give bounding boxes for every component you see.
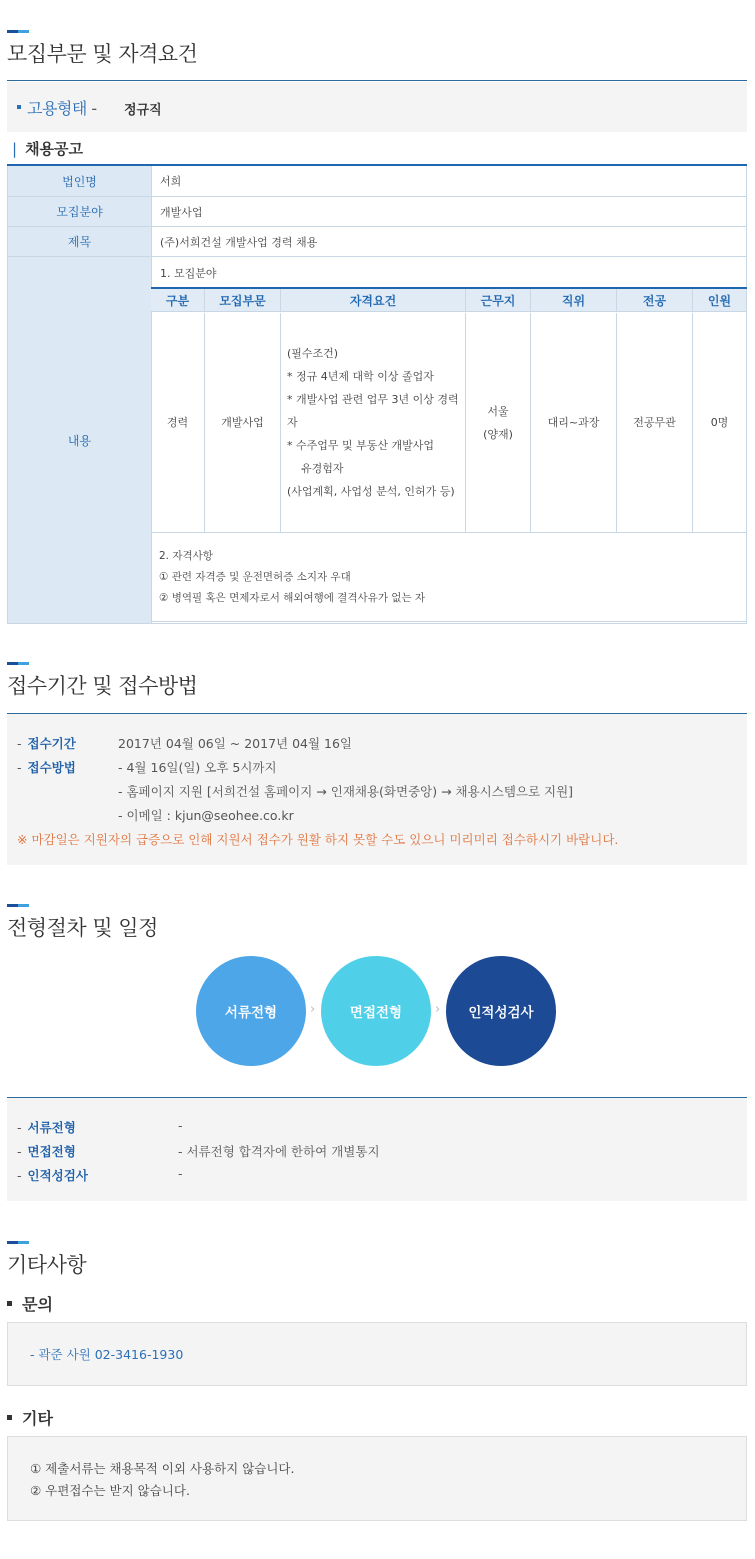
title-accent-bar xyxy=(7,30,29,33)
col-header: 자격요건 xyxy=(281,289,466,312)
chevron-right-icon: › xyxy=(435,1002,441,1017)
section-title: 기타사항 xyxy=(7,1253,87,1277)
qualification-notes: 2. 자격사항 ① 관련 자격증 및 운전면허증 소지자 우대 ② 병역필 혹은 면제자로서 해외여행에 결격사유가 없는 자 xyxy=(151,532,747,622)
schedule-value: - 서류전형 합격자에 한하여 개별통지 xyxy=(178,1144,380,1159)
bullet-icon xyxy=(7,1415,12,1420)
step-document-circle: 서류전형 xyxy=(196,956,306,1066)
row-label: 모집분야 xyxy=(7,197,151,226)
title-accent-bar xyxy=(7,904,29,907)
cell-count: 0명 xyxy=(693,313,747,533)
etc-heading: 기타 xyxy=(7,1406,53,1429)
etc-line: ② 우편접수는 받지 않습니다. xyxy=(30,1483,190,1498)
inquiry-box xyxy=(7,1322,747,1386)
cell-position: 대리~과장 xyxy=(531,313,617,533)
cell-qualification: (필수조건) * 정규 4년제 대학 이상 졸업자 * 개발사업 관련 업무 3년 이상 경력자 * 수주업무 및 부동산 개발사업 유경험자 (사업계획, 사업성 분석, 인허가 등) xyxy=(281,313,466,533)
col-header: 직위 xyxy=(531,289,617,312)
period-label: - 접수기간 xyxy=(17,736,76,751)
employment-label: 고용형태 - xyxy=(27,99,97,118)
inquiry-heading: 문의 xyxy=(7,1292,53,1315)
table-row xyxy=(7,197,747,227)
cell-major: 전공무관 xyxy=(617,313,693,533)
chevron-right-icon: › xyxy=(310,1002,316,1017)
col-header: 근무지 xyxy=(466,289,531,312)
schedule-value: - xyxy=(178,1118,183,1133)
recruit-field-table xyxy=(151,287,747,498)
divider xyxy=(7,80,747,81)
notice-heading: | 채용공고 xyxy=(12,140,84,158)
table-header xyxy=(151,289,747,312)
bullet-icon xyxy=(17,105,21,109)
employment-value: 정규직 xyxy=(124,103,162,118)
section-title: 전형절차 및 일정 xyxy=(7,916,158,940)
deadline-note: ※ 마감일은 지원자의 급증으로 인해 지원서 접수가 원활 하지 못할 수도 있으니 미리미리 접수하시기 바랍니다. xyxy=(17,832,619,847)
section-title: 접수기간 및 접수방법 xyxy=(7,674,198,698)
step-aptitude-circle: 인적성검사 xyxy=(446,956,556,1066)
cell-location: 서울 (양재) xyxy=(466,313,531,533)
row-value: 서희 xyxy=(151,166,747,196)
col-header: 인원 xyxy=(693,289,747,312)
section-title: 모집부문 및 자격요건 xyxy=(7,42,198,66)
method-line: - 홈페이지 지원 [서희건설 홈페이지 → 인재채용(화면중앙) → 채용시스템으로 지원] xyxy=(118,784,574,799)
row-label: 내용 xyxy=(7,257,151,623)
schedule-label: - 인적성검사 xyxy=(17,1168,88,1183)
application-info-box xyxy=(7,714,747,865)
method-line: - 이메일 : kjun@seohee.co.kr xyxy=(118,808,294,823)
col-header: 모집부문 xyxy=(205,289,281,312)
bullet-icon xyxy=(7,1301,12,1306)
schedule-box xyxy=(7,1098,747,1201)
step-interview-circle: 면접전형 xyxy=(321,956,431,1066)
etc-line: ① 제출서류는 채용목적 이외 사용하지 않습니다. xyxy=(30,1461,295,1476)
title-accent-bar xyxy=(7,1241,29,1244)
row-value: 개발사업 xyxy=(151,197,747,226)
period-value: 2017년 04월 06일 ~ 2017년 04월 16일 xyxy=(118,736,353,751)
row-label: 법인명 xyxy=(7,166,151,196)
inquiry-contact: - 곽준 사원 02-3416-1930 xyxy=(30,1347,184,1362)
schedule-value: - xyxy=(178,1166,183,1181)
col-header: 구분 xyxy=(151,289,205,312)
schedule-label: - 면접전형 xyxy=(17,1144,76,1159)
table-row xyxy=(7,166,747,197)
cell-type: 경력 xyxy=(151,313,205,533)
row-label: 제목 xyxy=(7,227,151,256)
title-accent-bar xyxy=(7,662,29,665)
method-label: - 접수방법 xyxy=(17,760,76,775)
content-heading: 1. 모집분야 xyxy=(151,257,747,623)
method-line: - 4월 16일(일) 오후 5시까지 xyxy=(118,760,277,775)
etc-box xyxy=(7,1436,747,1521)
col-header: 전공 xyxy=(617,289,693,312)
table-row xyxy=(7,227,747,257)
schedule-label: - 서류전형 xyxy=(17,1120,76,1135)
row-value: (주)서희건설 개발사업 경력 채용 xyxy=(151,227,747,256)
cell-dept: 개발사업 xyxy=(205,313,281,533)
employment-type-box xyxy=(7,82,747,132)
